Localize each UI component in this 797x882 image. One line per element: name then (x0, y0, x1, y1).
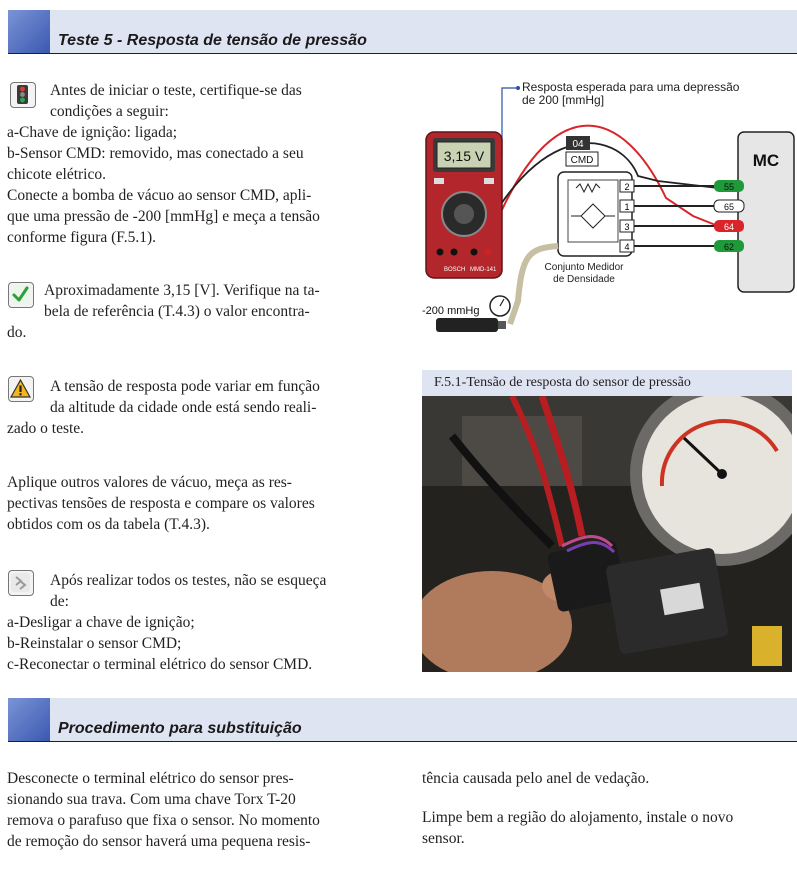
traffic-light-icon (10, 82, 36, 108)
ecu-module (714, 132, 794, 292)
section-rule (8, 53, 797, 54)
sensor-code: 04 (572, 139, 584, 150)
after-item-b: b-Reinstalar o sensor CMD; (7, 635, 182, 652)
intro-items (7, 122, 374, 248)
sensor-test-photo (422, 396, 792, 672)
replace-line: Desconecte o terminal elétrico do sensor pres- (7, 770, 294, 787)
pin-row (620, 180, 716, 252)
replace-text-right (422, 768, 792, 849)
vacuum-hose (510, 246, 558, 324)
assembly-label: de Densidade (553, 274, 615, 285)
ecu-pin: 55 (723, 182, 735, 192)
ecu-pin: 65 (723, 202, 735, 212)
warning-icon (8, 376, 34, 402)
section-header-substituicao (0, 698, 797, 742)
pin-label: 3 (624, 222, 630, 232)
warning-line: A tensão de resposta pode variar em função (50, 378, 320, 395)
multimeter (426, 132, 502, 278)
apply-line: obtidos com os da tabela (T.4.3). (7, 516, 210, 533)
ecu-pin: 62 (723, 242, 735, 252)
replace-line: sensor. (422, 830, 465, 847)
after-line: de: (50, 593, 69, 610)
section-rule (8, 741, 797, 742)
ecu-label: MC (752, 151, 780, 170)
warning-text-end (7, 418, 207, 439)
warning-line: zado o teste. (7, 420, 85, 437)
assembly-label: Conjunto Medidor (544, 262, 624, 273)
meter-model: MMD-141 (470, 267, 497, 273)
section-marker (8, 10, 50, 54)
sensor-label: CMD (570, 155, 594, 166)
after-item-c: c-Reconectar o terminal elétrico do sensor CMD. (7, 656, 313, 673)
apply-line: Aplique outros valores de vácuo, meça as res- (7, 474, 292, 491)
section-marker (8, 698, 50, 742)
diagram-note: de 200 [mmHg] (522, 93, 605, 107)
check-line: Aproximadamente 3,15 [V]. Verifique na ta- (44, 282, 320, 299)
replace-line: remova o parafuso que fixa o sensor. No momento (7, 812, 320, 829)
replace-line: tência causada pelo anel de vedação. (422, 770, 650, 787)
wiring-diagram (418, 76, 797, 362)
after-items (7, 612, 374, 675)
after-item-a: a-Desligar a chave de ignição; (7, 614, 195, 631)
pin-label: 4 (624, 242, 630, 252)
intro-lead-line: Antes de iniciar o teste, certifique-se das (50, 82, 302, 99)
condition-b: b-Sensor CMD: removido, mas conectado a seu (7, 145, 304, 162)
figure-caption: F.5.1-Tensão de resposta do sensor de pressão (422, 370, 792, 396)
replace-text-left (7, 768, 377, 852)
after-line: Após realizar todos os testes, não se esqueça (50, 572, 327, 589)
diagram-note: Resposta esperada para uma depressão (522, 80, 740, 94)
pin-label: 1 (624, 202, 630, 212)
warning-text (50, 376, 374, 418)
meter-brand: BOSCH (444, 267, 466, 273)
check-text-end (7, 322, 67, 343)
ecu-pin: 64 (723, 222, 735, 232)
condition-b-cont: chicote elétrico. (7, 166, 106, 183)
apply-line: pectivas tensões de resposta e compare os valores (7, 495, 315, 512)
warning-line: da altitude da cidade onde está sendo reali- (50, 399, 317, 416)
replace-line: de remoção do sensor haverá uma pequena resis- (7, 833, 311, 850)
vacuum-pump (436, 318, 498, 332)
replace-line: sionando sua trava. Com uma chave Torx T-20 (7, 791, 296, 808)
connect-instruction: conforme figura (F.5.1). (7, 229, 156, 246)
intro-lead (50, 80, 374, 122)
checkmark-icon (8, 282, 34, 308)
replace-line: Limpe bem a região do alojamento, instale o novo (422, 809, 734, 826)
meter-reading: 3,15 V (443, 148, 485, 164)
after-lead (50, 570, 374, 612)
apply-text (7, 472, 374, 535)
connect-instruction: que uma pressão de -200 [mmHg] e meça a tensão (7, 208, 320, 225)
section-title: Teste 5 - Resposta de tensão de pressão (58, 32, 367, 49)
vacuum-label: -200 mmHg (422, 305, 480, 317)
section-title: Procedimento para substituição (58, 720, 302, 737)
reminder-icon (8, 570, 34, 596)
section-header-teste-5 (0, 10, 797, 54)
check-line: do. (7, 324, 27, 341)
check-line: bela de referência (T.4.3) o valor encontra- (44, 303, 310, 320)
intro-lead-line: condições a seguir: (50, 103, 169, 120)
check-text (44, 280, 374, 322)
connect-instruction: Conecte a bomba de vácuo ao sensor CMD, apli- (7, 187, 312, 204)
pin-label: 2 (624, 182, 630, 192)
condition-a: a-Chave de ignição: ligada; (7, 124, 178, 141)
